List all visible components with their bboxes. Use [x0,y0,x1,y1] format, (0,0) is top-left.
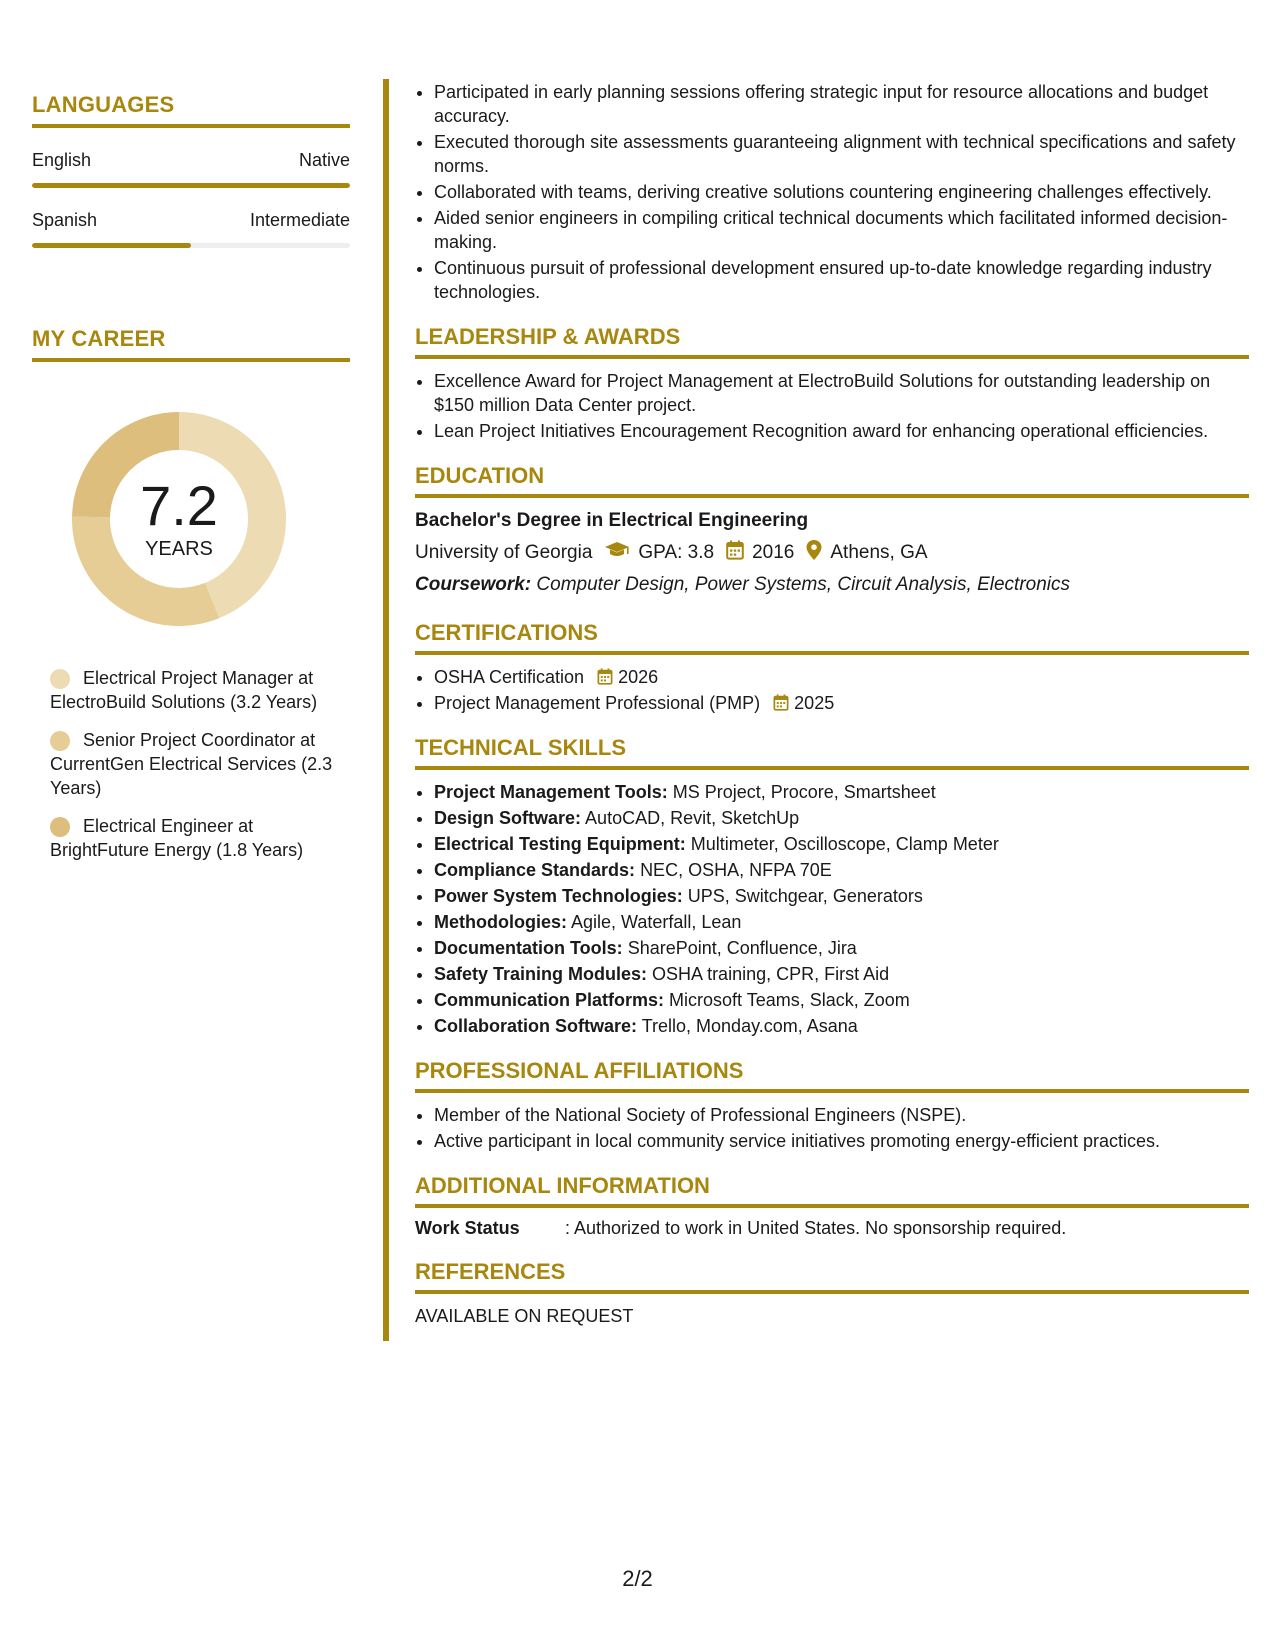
skill-item [434,884,1249,908]
education-details [415,540,1249,566]
skill-value: OSHA training, CPR, First Aid [652,964,890,984]
language-proficiency-fill [32,243,191,248]
work-status-row [415,1218,1249,1239]
skill-value: Trello, Monday.com, Asana [641,1016,858,1036]
certification-item [434,665,1249,689]
career-dot [50,669,70,689]
career-total-unit: YEARS [145,537,213,560]
references-heading: REFERENCES [415,1259,1249,1294]
certifications-section [415,620,1249,715]
skill-value: Agile, Waterfall, Lean [571,912,742,932]
skill-item [434,780,1249,804]
additional-info-section [415,1173,1249,1239]
experience-bullet: • Participated in early planning sessions offering strategic input for resource allocations and budget accuracy. [434,80,1249,128]
career-list [50,666,350,862]
work-status-label: Work Status [415,1218,520,1238]
language-name: English [32,150,92,170]
coursework-label: Coursework: [415,574,532,595]
skill-item [434,858,1249,882]
leadership-heading: LEADERSHIP & AWARDS [415,324,1249,359]
map-pin-icon [806,540,822,566]
career-item [50,728,350,800]
leadership-section [415,324,1249,443]
skill-label: Collaboration Software: [434,1016,638,1036]
skill-item [434,936,1249,960]
certification-year: 2025 [794,693,835,713]
experience-bullet: • Executed thorough site assessments guaranteeing alignment with technical specifications and safety norms. [434,130,1249,178]
award-item: • Lean Project Initiatives Encouragement Recognition award for enhancing operational efficiencies. [434,419,1249,443]
skill-label: Methodologies: [434,912,567,932]
gpa: GPA: 3.8 [638,542,715,563]
skill-value: Microsoft Teams, Slack, Zoom [669,990,910,1010]
work-status-value: : Authorized to work in United States. No sponsorship required. [565,1218,1067,1238]
skill-value: MS Project, Procore, Smartsheet [672,782,936,802]
certification-year: 2026 [618,667,659,687]
experience-bullet: • Continuous pursuit of professional development ensured up-to-date knowledge regarding industry technologies. [434,256,1249,304]
skills-section [415,735,1249,1038]
language-entry [32,210,350,248]
languages-heading: LANGUAGES [32,92,350,128]
coursework [415,574,1249,596]
affiliations-heading: PROFESSIONAL AFFILIATIONS [415,1058,1249,1093]
skill-label: Power System Technologies: [434,886,683,906]
career-item-text: Senior Project Coordinator at CurrentGen Electrical Services (2.3 Years) [50,730,333,798]
references-section [415,1259,1249,1327]
affiliations-section [415,1058,1249,1153]
main-column [415,80,1249,1327]
sidebar [32,92,350,876]
experience-bullets [415,80,1249,304]
skill-label: Communication Platforms: [434,990,665,1010]
degree-title: Bachelor's Degree in Electrical Engineering [415,510,809,531]
certification-name: OSHA Certification [434,667,585,687]
skill-value: SharePoint, Confluence, Jira [627,938,857,958]
career-item-text: Electrical Engineer at BrightFuture Energy (1.8 Years) [50,816,304,860]
language-level: Native [298,150,350,170]
additional-info-heading: ADDITIONAL INFORMATION [415,1173,1249,1208]
calendar-icon [773,693,789,713]
language-proficiency-bar [32,183,350,188]
skill-item [434,1014,1249,1038]
career-donut-chart [66,406,292,632]
page-number: 2/2 [622,1566,653,1591]
certification-name: Project Management Professional (PMP) [434,693,761,713]
skill-label: Project Management Tools: [434,782,668,802]
certification-item [434,691,1249,715]
career-item [50,814,350,862]
skill-value: Multimeter, Oscilloscope, Clamp Meter [690,834,999,854]
skill-label: Compliance Standards: [434,860,636,880]
affiliation-item: • Member of the National Society of Professional Engineers (NSPE). [434,1103,1249,1127]
skill-item [434,832,1249,856]
education-section [415,463,1249,596]
skill-item [434,910,1249,934]
career-dot [50,817,70,837]
career-total-years: 7.2 [140,473,218,537]
skill-label: Documentation Tools: [434,938,623,958]
language-name: Spanish [32,210,98,230]
skill-label: Design Software: [434,808,582,828]
graduation-year: 2016 [752,542,795,563]
certifications-heading: CERTIFICATIONS [415,620,1249,655]
award-item: • Excellence Award for Project Management at ElectroBuild Solutions for outstanding leadership on $150 million Data Center project. [434,369,1249,417]
skill-value: NEC, OSHA, NFPA 70E [640,860,832,880]
skill-item [434,806,1249,830]
language-proficiency-fill [32,183,350,188]
coursework-list: Computer Design, Power Systems, Circuit Analysis, Electronics [536,574,1070,595]
language-entry [32,150,350,188]
experience-bullet: • Aided senior engineers in compiling critical technical documents which facilitated informed decision-making. [434,206,1249,254]
skill-label: Electrical Testing Equipment: [434,834,686,854]
calendar-icon [597,667,613,687]
skill-label: Safety Training Modules: [434,964,648,984]
column-divider [383,79,389,1341]
language-level: Intermediate [249,210,350,230]
graduation-cap-icon [604,541,630,565]
education-heading: EDUCATION [415,463,1249,498]
skill-value: AutoCAD, Revit, SketchUp [585,808,800,828]
language-proficiency-bar [32,243,350,248]
school-name: University of Georgia [415,542,593,563]
references-text: AVAILABLE ON REQUEST [415,1306,634,1326]
career-item [50,666,350,714]
affiliation-item: • Active participant in local community service initiatives promoting energy-efficient practices. [434,1129,1249,1153]
skill-value: UPS, Switchgear, Generators [687,886,923,906]
career-item-text: Electrical Project Manager at ElectroBuild Solutions (3.2 Years) [50,668,318,712]
career-heading: MY CAREER [32,326,350,362]
school-location: Athens, GA [830,542,928,563]
experience-bullet: • Collaborated with teams, deriving creative solutions countering engineering challenges effectively. [434,180,1249,204]
skill-item [434,962,1249,986]
skills-heading: TECHNICAL SKILLS [415,735,1249,770]
skill-item [434,988,1249,1012]
calendar-icon [726,540,744,566]
career-dot [50,731,70,751]
